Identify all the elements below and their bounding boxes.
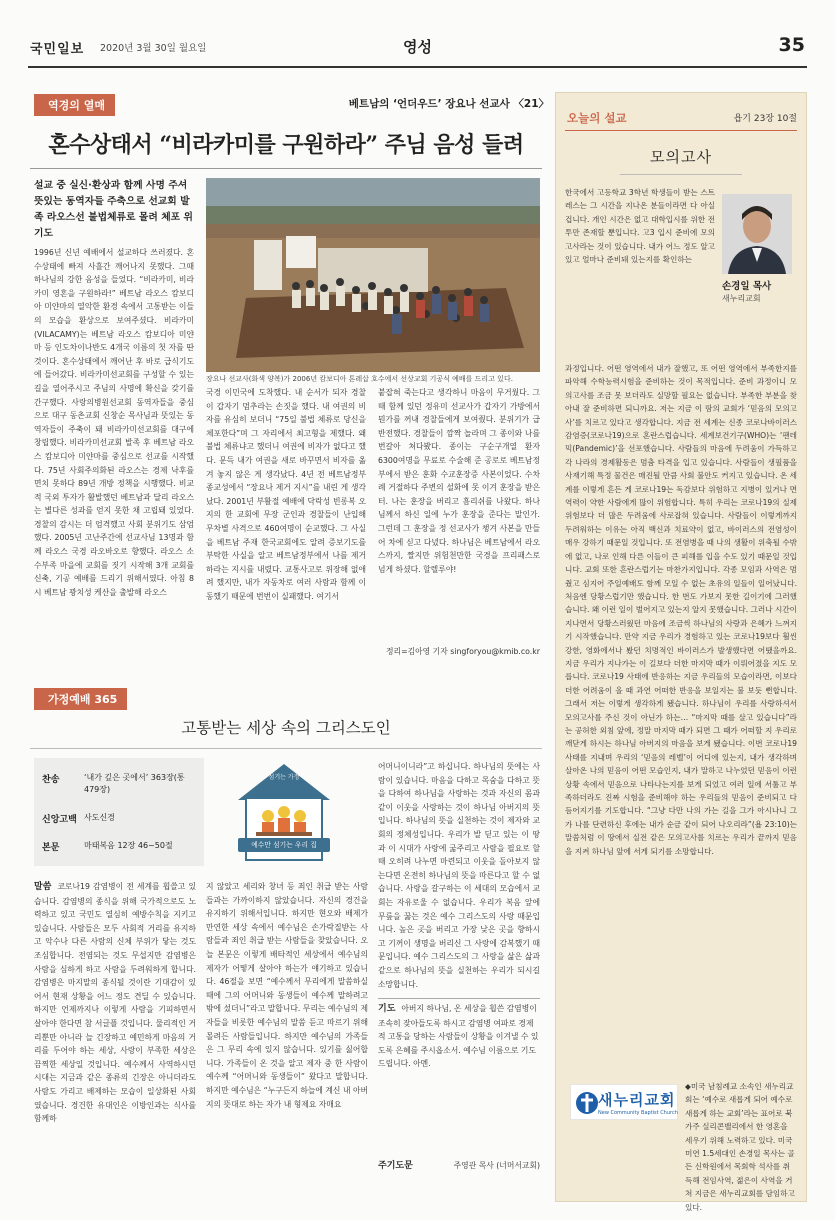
- prayer-rule: [378, 998, 540, 999]
- hymn-row: [42, 772, 194, 796]
- church-logo-english: New Community Baptist Church: [598, 1110, 678, 1116]
- creed-row: [42, 812, 115, 825]
- headline-rule: [30, 168, 542, 169]
- illustration-caption: 예수만 섬기는 우리 집: [238, 838, 330, 852]
- sermon-intro: 한국에서 고등학교 3학년 학생들이 받는 스트레스는 그 시간을 지나온 분들이라면 다 아실 겁니다. 개인 시간은 없고 대학입시를 위한 전투만 존재할 뿐입니다. 고3 입시 준비에 모의고사라는 것이 있습니다. 내가 어느 정도 알고 있고 얼마나 준비돼 있는지를 확인하는: [565, 188, 715, 265]
- section-name: 영성: [403, 38, 432, 56]
- article-headline: 혼수상태서 “비라카미를 구원하라” 주님 음성 들려: [48, 132, 524, 158]
- sermon-title: 모의고사: [650, 148, 712, 166]
- family-body-col1: [34, 880, 196, 1202]
- word-label: 말씀: [34, 882, 52, 892]
- text-value: 마태복음 12장 46~50절: [84, 841, 173, 850]
- author-portrait-icon: [722, 194, 792, 274]
- article-subhead: 설교 중 실신·환상과 함께 사명 주셔 뜻있는 동역자들 주축으로 선교회 발족 라오스선 불법체류로 몰려 체포 위기도: [34, 180, 194, 239]
- family-worship-title: 고통받는 세상 속의 그리스도인: [181, 719, 391, 737]
- pastor-credit: 주영관 목사 (너머서교회): [453, 1161, 540, 1170]
- family-title-rule: [30, 748, 542, 749]
- family-body-col3: 어머니이니라”고 하십니다. 하나님의 뜻에는 사람이 있습니다. 마음을 다하고 목숨을 다하고 뜻을 다하여 하나님을 사랑하는 것과 자신의 몸과 같이 이웃을 사랑하는 것이 하나님 아버지의 뜻입니다. 하나님의 뜻을 실천하는 것이 제자와 교회의 정체성입니다. 우리가 발 딛고 있는 이 땅과 이 시대가 사랑에 굶주리고 사람을 필요로 할 때 오히려 나누면 마련되고 이웃을 돌아보지 않는다면 온전히 하나님의 뜻을 따른다고 할 수 없습니다. 사랑을 갈구하는 이 세대의 모습에서 교회는 자유로울 수 없습니다. 우리가 복음 앞에 무릎을 꿇는 것은 예수 그리스도의 사랑 때문입니다. 높은 곳을 버리고 가장 낮은 곳을 향하시고 기꺼이 생명을 버리신 그 사랑에 감복했기 때문입니다. 예수 그리스도의 그 사랑을 삶은 삶과 같으로 하나님의 뜻을 실천하는 우리가 되시길 소망합니다.: [378, 762, 540, 989]
- river-boat-photo: [206, 178, 540, 372]
- family-body-col1-text: 코로나19 감염병이 전 세계를 휩쓸고 있습니다. 감염병의 종식을 위해 국가적으로도 노력하고 있고 국민도 열심히 예방수칙을 지키고 있습니다. 사람들은 모두 사회적 거리를 유지하고 악수나 다른 사람의 신체 부위가 닿는 것도 조심합니다. 전염되는 것도 무섭지만 감염병은 사람을 심하게 하고 사람을 두려워하게 합니다. 감염병은 마지말의 종식될 것이란 기대감이 있어서 현재 상황을 어느 정도 견딜 수 있습니다. 하지만 언제까지나 이렇게 사람을 기피하면서 살아야 한다면 참 서글플 것입니다. 물리적인 거리뿐만 아니라 늘 긴장하고 예민하게 마음의 거리를 두어야 하는 세상, 사랑이 부족한 세상은 끔찍한 세상일 것입니다. 예수께서 사역하시던 시대는 지금과 같은 종류의 긴장은 아니더라도 사람도 가리고 배제하는 모습이 일상화된 사회였습니다. 경건한 유대인은 이방인과는 식사를 함께하: [34, 882, 196, 1124]
- sermon-rule: [565, 130, 797, 131]
- creed-key: 신앙고백: [42, 815, 77, 825]
- church-logo-icon: [575, 1088, 599, 1118]
- article-photo: [206, 178, 540, 372]
- family-body-col2: 지 않았고 세리와 창녀 등 죄인 취급 받는 사람들과는 가까이하지 않았습니다. 자신의 경건을 유지하기 위해서입니다. 하지만 현오와 배제가 만연한 세상 속에서 예수님은 손가락질받는 사람들과 죄인 취급 받는 사람들을 찾았습니다. 오늘 본문은 이렇게 배타적인 세상에서 예수님의 제자가 어떻게 살아야 하는가 얘기하고 있습니다. 46절을 보면 “예수께서 무리에게 말씀하실 때에 그의 어머니와 동생들이 예수께 말하려고 밖에 섰더니”라고 말합니다. 무리는 예수님의 제자들을 비롯한 예수님의 말씀 듣고 따르기 위해 몰려든 사람들입니다. 하지만 예수님의 가족들은 그 무리 속에 있지 않습니다. 있기를 싫어합니다. 가족들이 온 것을 알고 제자 중 한 사람이 예수께 “어머니와 동생들이” 왔다고 말합니다. 하지만 예수님은 “누구든지 하늘에 계신 내 아버지의 뜻대로 하는 자가 내 형제요 자매요: [206, 882, 368, 1109]
- sermon-title-rule: [620, 174, 742, 175]
- article-body-col3: 붙잡혀 죽는다고 생각하니 마음이 무거웠다. 그때 함께 있던 정유미 선교사가 갑자기 가방에서 뭔가를 꺼내 경찰들에게 보여줬다. 분위기가 급반전했다. 경찰들이 깜짝 놀라며 그 종이와 나를 번갈아 쳐다봤다. 종이는 구순구개열 환자 6300여명을 무료로 수술해 준 공로로 베트남정부에서 받은 훈화 수교훈장증 사본이었다. 수차례 거절하다 주변의 설화에 못 이겨 훈장을 받은 터. 나는 훈장을 버리고 흠리쉬를 나왔다. 하나님께서 하신 일에 누가 훈장을 준다는 말인가. 그런데 그 훈장을 정 선교사가 챙겨 사본을 만들어 차에 싣고 다녔다. 하나님은 베트남에서 라오스까지, 짤지만 위험천만한 국경을 프리패스로 넘게 하셨다. 할렐루야!: [378, 388, 540, 574]
- hymn-key: 찬송: [42, 775, 60, 785]
- prayer-text: 아버지 하나님, 온 세상을 휩쓴 감염병이 조속히 잦아들도록 하시고 감염병 여파로 경제적 고통을 당하는 사람들이 상황을 이겨낼 수 있도록 은혜를 주시옵소서. 예수님 이름으로 기도드립니다. 아멘.: [378, 1004, 539, 1069]
- article-body-col1: 1996년 신년 예배에서 설교하다 쓰러졌다. 혼수상태에 빠져 사흘간 깨어나지 못했다. 그때 하나님의 강한 음성을 들었다. “비라카미, 비라카미 영혼을 구원하라!” 베트남 라오스 캄보디아 미얀마의 열악한 환경 속에서 고통받는 이들의 모습을 환상으로 보여주셨다. 비라카미(VILACAMY)는 베트남 라오스 캄보디아 미얀마 등 인도차이나반도 4개국 이름의 첫 자를 딴 것이다. 혼수상태에서 깨어난 후 바로 급식기도에 들어갔다. 비라카미선교회를 구성할 수 있는 길을 열어주시고 주님의 사명에 확신을 갖기를 간구했다. 사랑의병원선교회 동역자들을 중심으로 대구 동촌교회 신창순 목사님과 뜻있는 동역자들이 주축이 돼 비라카미선교회를 대구에 창립했다. 비라카미선교회 발족 후 베트남 라오스 캄보디아 미얀마를 중심으로 선교를 시작했다. 75년 사회주의화된 라오스는 경제 낙후를 면치 못하다 89년 개방 정책을 시행했다. 비교적 국외 투자가 활발했던 베트남과 달리 라오스는 별다른 성과를 얻지 못한 채 고립돼 있었다. 경찰의 감시는 더 엄격했고 사회 분위기도 삼엄했다. 2005년 고난주간에 선교사님 13명과 함께 라오스 국경 라오바오로 향했다. 라오스 소수부족 마을에 교회를 짓기 시작해 3개 교회를 신축, 기공 예배를 드리기 위해서였다. 아침 8시 베트남 꽝치성 케산을 출발해 라오스: [34, 248, 194, 597]
- article-body-col2: 국경 이민국에 도착했다. 내 순서가 되자 경찰이 갑자기 멈추라는 손짓을 했다. 내 여권의 비자를 유심히 보더니 “75일 불법 체류로 당신을 체포한다”며 그 자리에서 최고형을 제했다. 왜 불법 체류냐고 했더니 여권에 비자가 없다고 했다. 문득 내가 여권을 새로 바꾸면서 비자를 옮겨 놓지 않은 게 생각났다. 4년 전 베트남정부 종교성에서 “장요나 제거 지시”를 내린 게 생각났다. 2001년 부활절 예배에 닥락성 빈롱복 오지의 한 교회에 무장 군인과 경찰들이 난입해 무차별 사격으로 460여명이 순교했다. 그 사실을 베트남 주재 한국교회에도 알려 증보기도를 부탁한 사실을 알고 베트남정부에서 나를 제거하라는 지시를 내렸다. 교통사고로 위장해 없애려 했지만, 내가 자동차로 여러 사람과 함께 이동했기 때문에 번번이 실패했다. 여기서: [206, 388, 366, 601]
- author-name: 손경일 목사: [722, 281, 772, 292]
- sermon-body: 과정입니다. 어떤 영역에서 내가 잘했고, 또 어떤 영역에서 부족한지를 파악해 수학능력시험을 준비하는 것이 목적입니다. 준비 과정이니 모의고사를 조금 못 보더라도 실망할 필요는 없습니다. 부족한 부분을 찾아내 잘 준비하면 되니까요. 저는 지금 이 땀의 교회가 ‘믿음의 모의고사’를 치르고 있다고 생각합니다. 지금 전 세계는 신종 코로나바이러스 감염증(코로나19)으로 혼란스럽습니다. 세계보건기구(WHO)는 ‘팬데믹(Pandemic)’을 선포했습니다. 사람들의 마음에 두려움이 가득하고 각 나라의 경제활동은 멈춤 타격을 입고 있습니다. 사람들이 생필품을 사재기해 특정 물건은 매진될 만큼 사회 불안도 커지고 있습니다. 온 세계를 이렇게 흔든 게 코로나19는 독감보다 위험하고 지병이 있거나 면역력이 약한 사람에게 많이 위험합니다. 특히 우리는 코로나19의 실제 위험보다 더 많은 두려움에 사로잡혀 있습니다. 사람들이 이렇게까지 두려워하는 이유는 아직 백신과 치료약이 없고, 바이러스의 전염성이 매우 강하기 때문일 것입니다. 또 전염병을 때 나의 생활이 위축될 수밖에 없고, 나로 인해 다른 이들이 큰 피해를 입을 수도 있기 때문일 것입니다. 교회 또한 흔란스럽기는 마찬가지입니다. 각종 모임과 사역은 멈췄고 심지어 주일예배도 함께 모일 수 없는 초유의 일들이 일어났니다. 처음엔 당황스럽기만 했습니다. 한 번도 가보지 못한 길이기에 그러했습니다. 왜 이런 일이 벌어지고 있는지 알지 못했습니다. 그러나 시간이 지나면서 당황스러웠던 마음에 조금씩 하나님의 사랑과 은혜가 느껴지기 시작했습니다. 만약 지금 우리가 경험하고 있는 코로나19보다 훨씬 강한, 영화에서나 봤던 치명적인 바이러스가 발생했다면 어땠을까요. 지금 우리가 지나가는 이 길보다 더한 마지막 때가 이뤄어졌을 지도 모릅니다. 코로나19 사태에 반응하는 지금 우리들의 모습이라면, 이보다 더한 어려움이 올 때 과연 어떠한 반응을 보일지는 불 보듯 뻔합니다. 그래서 저는 이렇게 생각하게 됐습니다. 하나님이 우리를 사랑하셔서 모의고사를 주신 것이 아닌가 하는… “마지막 때를 살고 있습니다”라는 공허한 외침 앞에, 정말 마지막 때가 되면 그 때가 어떠할 지 우리로 깨닫게 하시는 하나님 아버지의 마음을 보게 됐습니다. 이번 코로나19 사태를 지내며 우리의 ‘믿음의 레벨’이 어디에 있는지, 내가 생각하며 살아온 나의 믿음이 어떤 모습인지, 내가 말하고 나누었던 믿음이 이런 상황 속에서 믿음으로 나타나는지를 보게 되었고 여러 일에 서툴고 부족하더라도 진짜 시험을 준비해야 하는 우리들의 믿음이 준비되고 다듬어지기를 기도합니다. “그냥 다만 나의 가는 길을 그가 아시나니 그가 나를 단련하신 후에는 내가 순금 같이 되어 나오리라”(욥 23:10)는 말씀처럼 이 땅에서 실전 같은 모의고사를 치르는 우리가 끝까지 믿음을 지켜 하나님 앞에 서게 되기를 소망합니다.: [565, 364, 797, 856]
- prayer-label: 기도: [378, 1004, 396, 1014]
- article-byline: 정리=김아영 기자 singforyou@kmib.co.kr: [386, 647, 540, 656]
- text-key: 본문: [42, 843, 60, 853]
- sermon-tag: 오늘의 설교: [567, 111, 627, 125]
- church-logo-name: 새누리교회: [598, 1091, 676, 1109]
- scripture-ref: 욥기 23장 10절: [733, 114, 797, 124]
- hymn-value: ‘내가 깊은 곳에서’ 363장(통 479장): [84, 773, 185, 794]
- illustration-roof-text: 섬기는 가정: [268, 774, 300, 781]
- page-number: 35: [778, 34, 805, 56]
- church-note-text: ◆미국 남침례교 소속인 새누리교회는 ‘예수로 새롭게 되어 예수로 새롭게 하는 교회’라는 표어로 북가주 실리콘밸리에서 한 영혼을 세우기 위해 노력하고 있다. 미국 미연 1.5세대인 손경일 목사는 골든 신학원에서 목회학 석사를 취득해 전임사역, 젊은이 사역을 거쳐 지금은 새누리교회를 담임하고 있다.: [685, 1082, 795, 1212]
- text-row: [42, 840, 173, 853]
- photo-caption: 장요나 선교사(화색 양복)가 2006년 캄보디아 톤레삽 호수에서 선상교회 기공식 예배를 드리고 있다.: [206, 375, 513, 383]
- worship-info-box: [34, 758, 204, 866]
- author-photo: [722, 194, 792, 274]
- issue-date: 2020년 3월 30일 월요일: [100, 43, 207, 54]
- prayer-block: [378, 1002, 540, 1152]
- paper-name: 국민일보: [30, 42, 85, 57]
- lords-prayer-label: 주기도문: [378, 1161, 413, 1171]
- header-rule: [28, 66, 807, 68]
- author-church: 새누리교회: [722, 294, 761, 303]
- family-worship-tag: 가정예배 365: [34, 688, 127, 710]
- series-title: 베트남의 ‘언더우드’ 장요나 선교사 〈21〉: [348, 98, 549, 110]
- creed-value: 사도신경: [84, 813, 115, 822]
- column-tag: 역경의 열매: [34, 94, 115, 116]
